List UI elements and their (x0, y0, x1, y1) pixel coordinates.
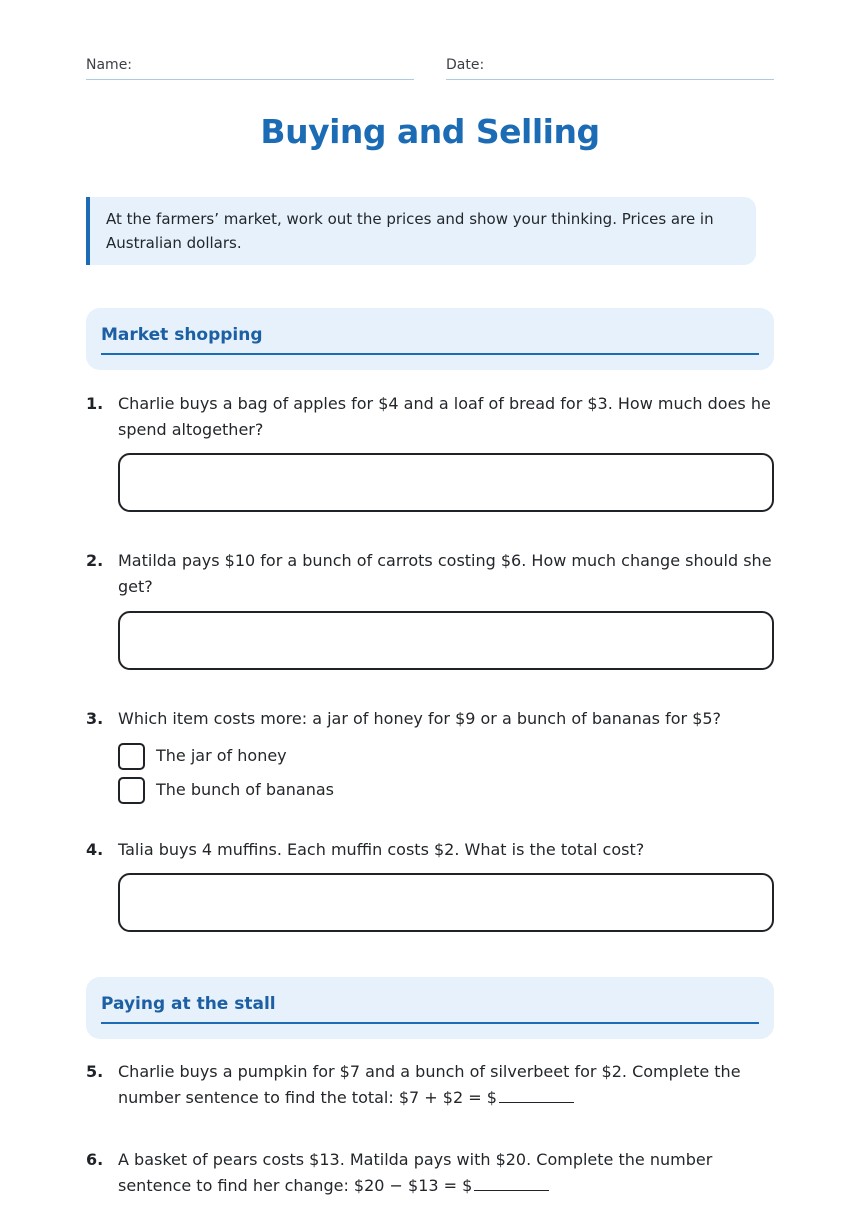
question-number: 1. (86, 394, 104, 413)
answer-box[interactable] (118, 611, 774, 670)
date-label: Date: (446, 57, 485, 73)
intro-callout: At the farmers’ market, work out the prices and show your thinking. Prices are in Australian dollars. (86, 197, 756, 265)
answer-blank[interactable] (499, 1086, 574, 1103)
number-sentence: sentence to find her change: $20 − $13 = $ (118, 1176, 473, 1195)
question-number: 6. (86, 1150, 104, 1169)
question-text-line (118, 1085, 774, 1111)
name-label: Name: (86, 57, 133, 73)
question-text (118, 1147, 774, 1199)
section-title: Market shopping (101, 322, 759, 355)
answer-box[interactable] (118, 453, 774, 512)
question-text: Which item costs more: a jar of honey for $9 or a bunch of bananas for $5? (118, 709, 722, 728)
page-title: Buying and Selling (260, 112, 600, 151)
question-text: Talia buys 4 muffins. Each muffin costs $2. What is the total cost? (118, 840, 645, 859)
option-checkbox[interactable] (118, 777, 145, 804)
question-text: Matilda pays $10 for a bunch of carrots costing $6. How much change should she get? (118, 551, 772, 596)
date-field[interactable] (446, 54, 774, 80)
section-title: Paying at the stall (101, 991, 759, 1024)
question-number: 2. (86, 551, 104, 570)
name-field[interactable] (86, 54, 414, 80)
header-fields (86, 54, 774, 80)
section-market-shopping (86, 308, 774, 370)
question-text: Charlie buys a bag of apples for $4 and a loaf of bread for $3. How much does he spend altogether? (118, 394, 771, 439)
question-text-line: A basket of pears costs $13. Matilda pays with $20. Complete the number (118, 1150, 713, 1169)
answer-blank[interactable] (474, 1174, 549, 1191)
question-text-line: Charlie buys a pumpkin for $7 and a bunch of silverbeet for $2. Complete the (118, 1062, 741, 1081)
option-checkbox[interactable] (118, 743, 145, 770)
question-number: 4. (86, 840, 104, 859)
question-number: 3. (86, 709, 104, 728)
option-label: The jar of honey (156, 746, 287, 765)
question-number: 5. (86, 1062, 104, 1081)
question-text-line (118, 1173, 774, 1199)
number-sentence: number sentence to find the total: $7 + $2 = $ (118, 1088, 497, 1107)
answer-box[interactable] (118, 873, 774, 932)
question-text (118, 1059, 774, 1111)
option-label: The bunch of bananas (156, 780, 334, 799)
section-paying-at-the-stall (86, 977, 774, 1039)
